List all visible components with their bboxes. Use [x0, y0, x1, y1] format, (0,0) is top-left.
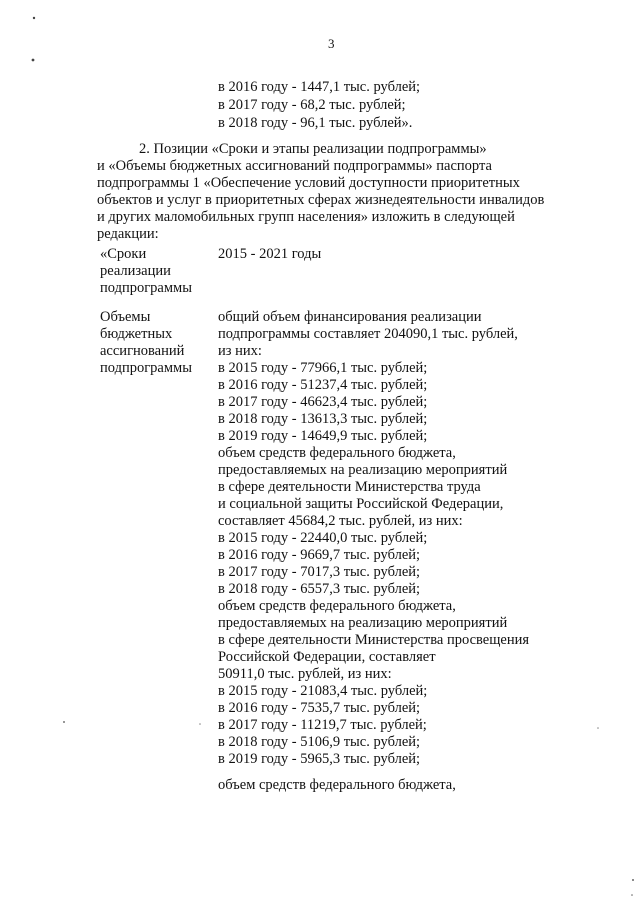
row2-value-line: в 2019 году - 14649,9 тыс. рублей; — [218, 428, 428, 444]
row2-value-line: в 2018 году - 6557,3 тыс. рублей; — [218, 581, 421, 597]
row2-value-line: в 2015 году - 21083,4 тыс. рублей; — [218, 683, 428, 699]
row2-label-line: подпрограммы — [100, 360, 192, 376]
item2-line: подпрограммы 1 «Обеспечение условий доступности приоритетных — [97, 175, 520, 191]
row2-value-line: объем средств федерального бюджета, — [218, 445, 456, 461]
row2-value-line: в 2015 году - 22440,0 тыс. рублей; — [218, 530, 428, 546]
item2-line: и других маломобильных групп населения» изложить в следующей — [97, 209, 515, 225]
row2-value-line: в 2016 году - 9669,7 тыс. рублей; — [218, 547, 421, 563]
row2-value-line: 50911,0 тыс. рублей, из них: — [218, 666, 392, 682]
row2-value-line: в сфере деятельности Министерства труда — [218, 479, 481, 495]
row2-value-line: из них: — [218, 343, 262, 359]
intro-year-line: в 2016 году - 1447,1 тыс. рублей; — [218, 79, 421, 95]
row2-value-line: в 2018 году - 13613,3 тыс. рублей; — [218, 411, 428, 427]
item2-line: и «Объемы бюджетных ассигнований подпрограммы» паспорта — [97, 158, 492, 174]
row2-value-line: Российской Федерации, составляет — [218, 649, 436, 665]
page-number: 3 — [328, 36, 335, 51]
row2-label-line: ассигнований — [100, 343, 185, 359]
row2-value-line: предоставляемых на реализацию мероприятий — [218, 615, 508, 631]
row2-value-line: в 2016 году - 51237,4 тыс. рублей; — [218, 377, 428, 393]
row2-value-line: в 2016 году - 7535,7 тыс. рублей; — [218, 700, 421, 716]
row2-value-line: и социальной защиты Российской Федерации, — [218, 496, 504, 512]
row1-label-line: подпрограммы — [100, 280, 192, 296]
row2-value-line: в 2017 году - 7017,3 тыс. рублей; — [218, 564, 421, 580]
row2-value-line: в 2017 году - 11219,7 тыс. рублей; — [218, 717, 427, 733]
intro-year-line: в 2018 году - 96,1 тыс. рублей». — [218, 115, 413, 131]
row2-value-line: в 2015 году - 77966,1 тыс. рублей; — [218, 360, 428, 376]
row2-value-line: общий объем финансирования реализации — [218, 309, 482, 325]
item2-line: редакции: — [97, 226, 159, 242]
row2-value-line: в 2018 году - 5106,9 тыс. рублей; — [218, 734, 421, 750]
row2-value-line: в 2019 году - 5965,3 тыс. рублей; — [218, 751, 421, 767]
intro-year-line: в 2017 году - 68,2 тыс. рублей; — [218, 97, 406, 113]
row2-value-line: предоставляемых на реализацию мероприятий — [218, 462, 508, 478]
item2-line: 2. Позиции «Сроки и этапы реализации подпрограммы» — [139, 141, 487, 157]
row2-value-line: объем средств федерального бюджета, — [218, 598, 456, 614]
item2-line: объектов и услуг в приоритетных сферах жизнедеятельности инвалидов — [97, 192, 545, 208]
row2-value-line: объем средств федерального бюджета, — [218, 777, 456, 793]
row2-value-line: подпрограммы составляет 204090,1 тыс. рублей, — [218, 326, 518, 342]
row2-value-line: в 2017 году - 46623,4 тыс. рублей; — [218, 394, 428, 410]
row1-label-line: «Сроки — [100, 246, 147, 262]
row2-value-line: в сфере деятельности Министерства просвещения — [218, 632, 530, 648]
row1-value: 2015 - 2021 годы — [218, 246, 322, 262]
row2-label-line: Объемы — [100, 309, 151, 325]
row2-label-line: бюджетных — [100, 326, 173, 342]
row1-label-line: реализации — [100, 263, 171, 279]
row2-value-line: составляет 45684,2 тыс. рублей, из них: — [218, 513, 463, 529]
